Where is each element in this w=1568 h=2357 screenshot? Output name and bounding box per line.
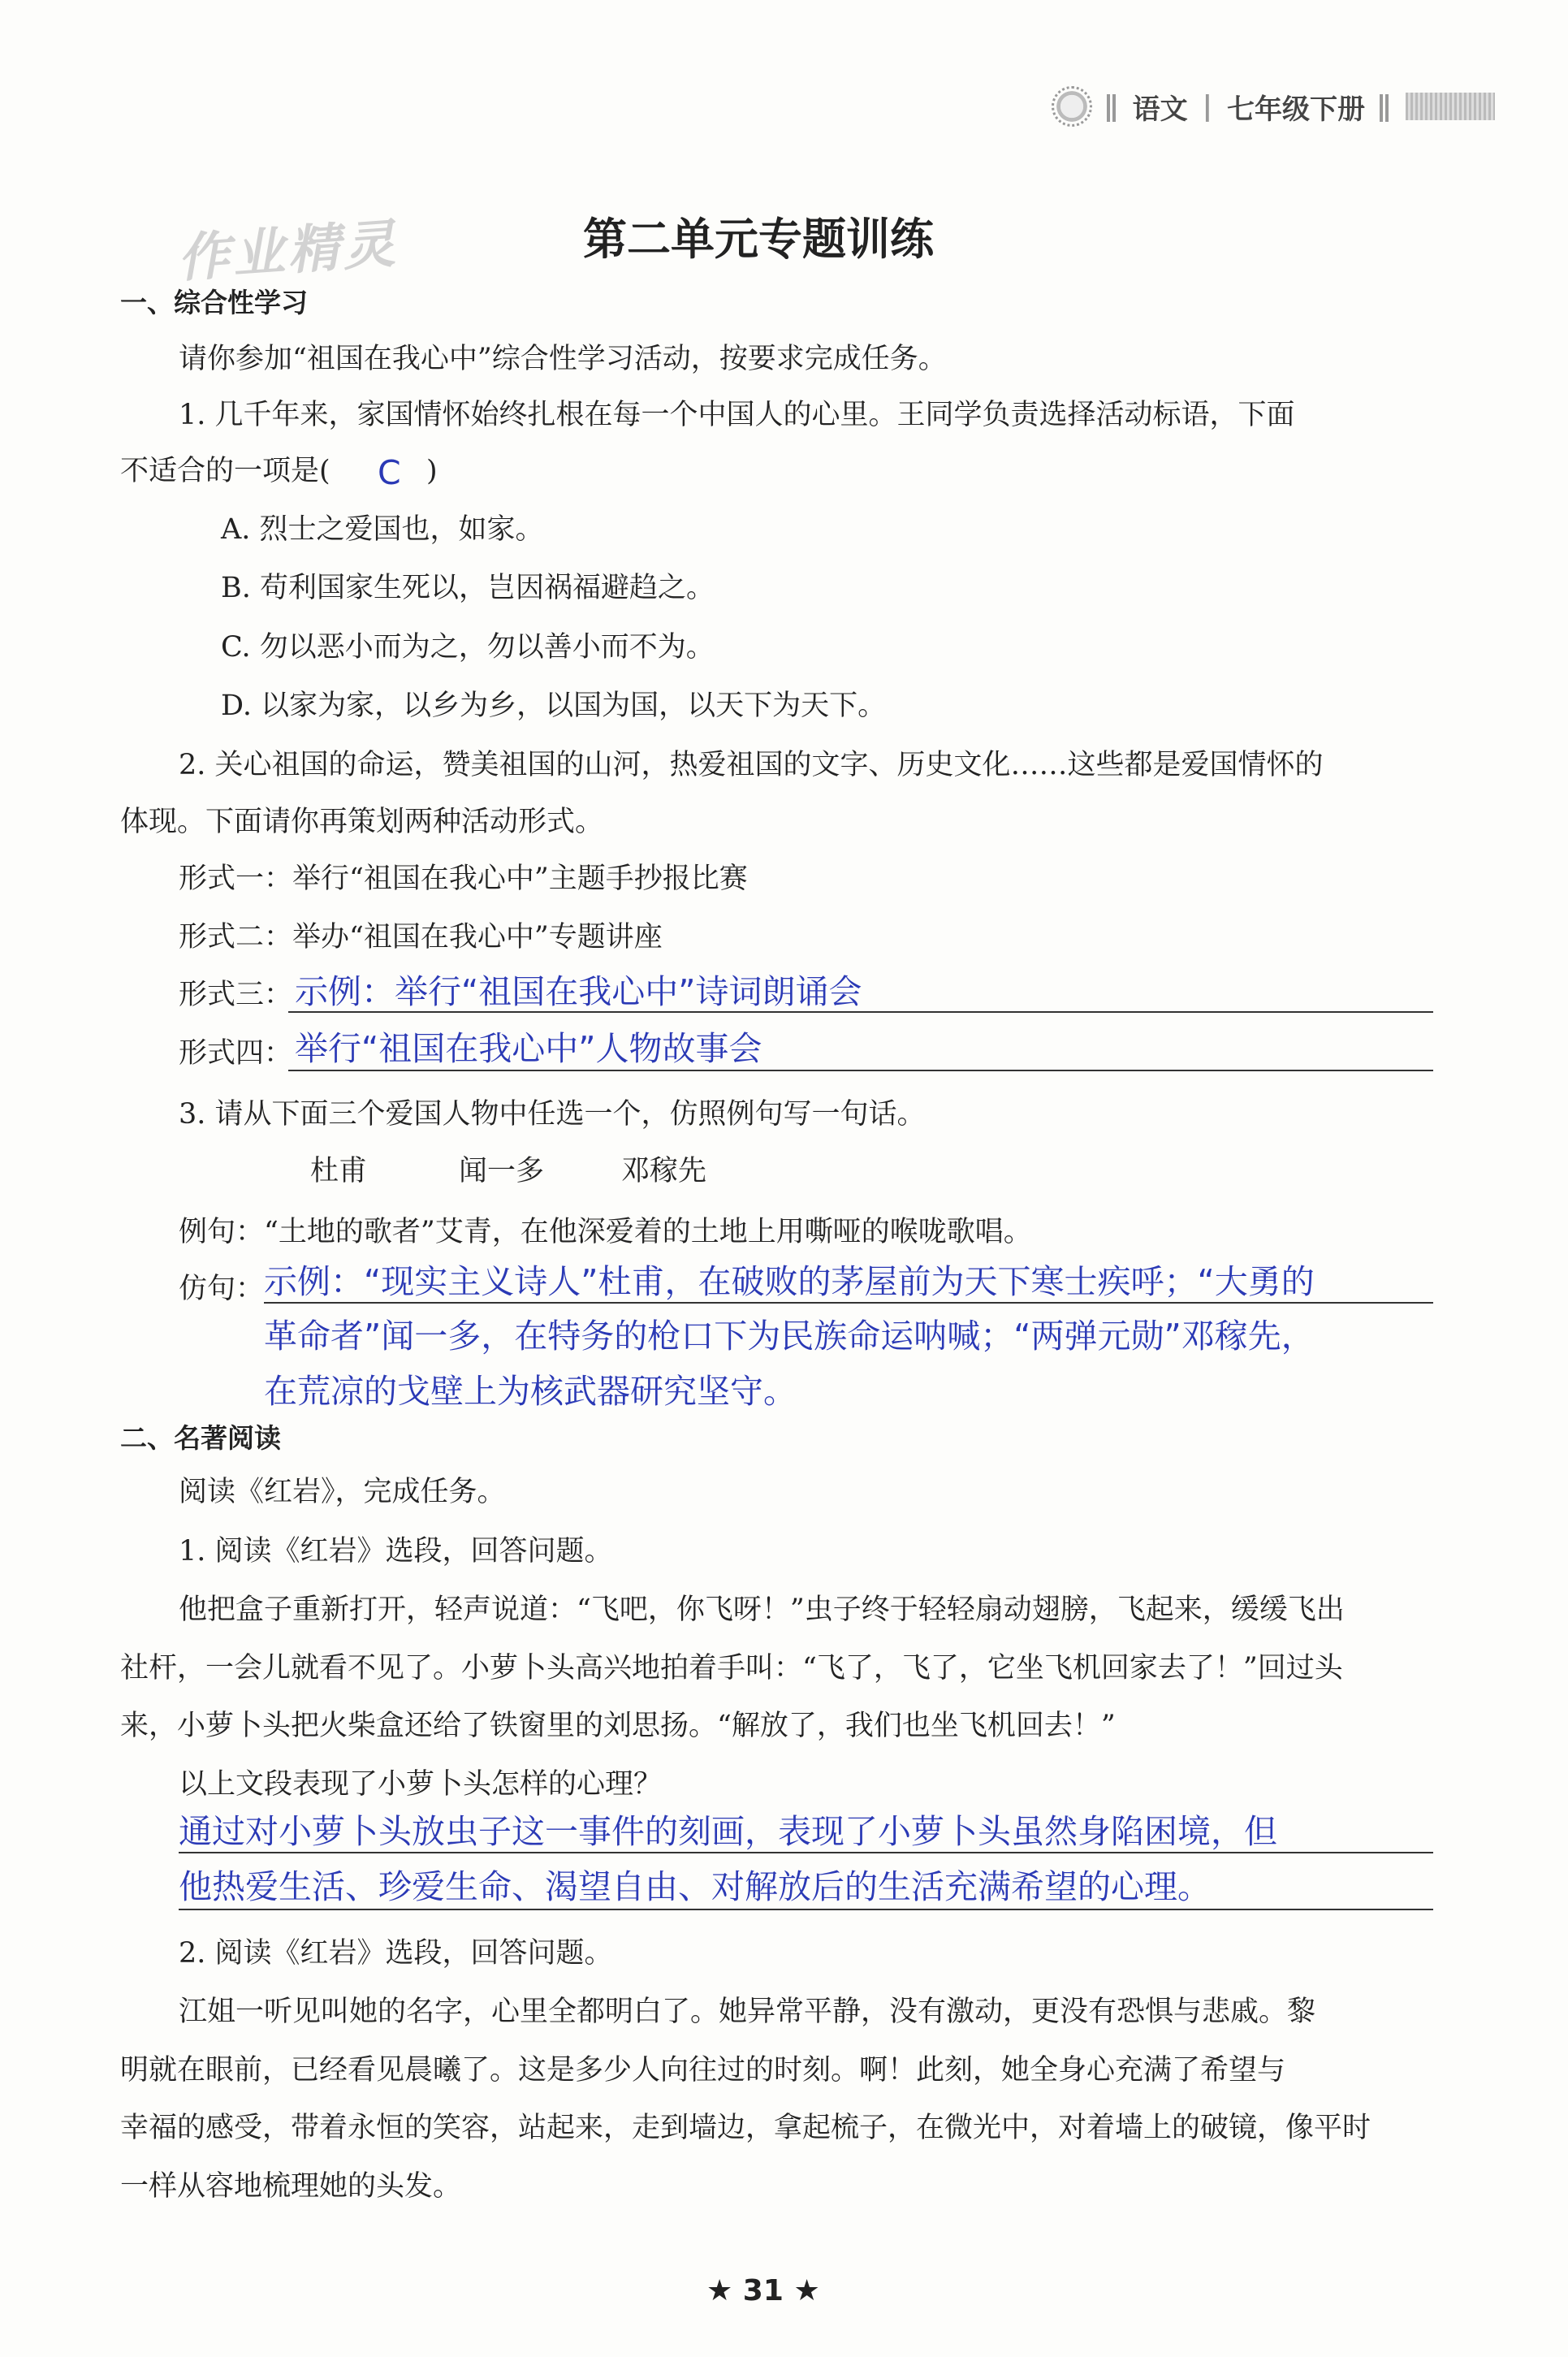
q1-close-paren: ) (426, 455, 438, 487)
q1-option-c: C. 勿以恶小而为之，勿以善小而不为。 (221, 631, 715, 664)
passage2-line3: 幸福的感受，带着永恒的笑容，站起来，走到墙边，拿起梳子，在微光中，对着墙上的破镜，像平时 (120, 2112, 1371, 2144)
section2-heading: 二、名著阅读 (120, 1422, 281, 1454)
imitate-answer-line3: 在荒凉的戈壁上为核武器研究坚守。 (264, 1372, 797, 1411)
section2-intro: 阅读《红岩》，完成任务。 (179, 1476, 506, 1508)
header-grade: 七年级下册 (1227, 93, 1365, 126)
form4-answer: 举行“祖国在我心中”人物故事会 (295, 1029, 762, 1068)
imitate-answer-line1: 示例：“现实主义诗人”杜甫，在破败的茅屋前为天下寒士疾呼；“大勇的 (264, 1262, 1315, 1301)
q1-option-d: D. 以家为家，以乡为乡，以国为国，以天下为天下。 (221, 690, 887, 722)
q2-line2: 体现。下面请你再策划两种活动形式。 (120, 806, 604, 838)
form3-underline (288, 1011, 1433, 1013)
divider-bars (1107, 90, 1118, 123)
form4-underline (288, 1070, 1433, 1071)
form3-label: 形式三： (179, 979, 293, 1011)
passage2-line1: 江姐一听见叫她的名字，心里全都明白了。她异常平静，没有激动，更没有恐惧与悲戚。黎 (179, 1996, 1316, 2028)
q1-option-a: A. 烈士之爱国也，如家。 (221, 513, 544, 546)
person-3: 邓稼先 (621, 1155, 707, 1187)
person-1: 杜甫 (310, 1155, 368, 1187)
example-sentence: 例句：“土地的歌者”艾青，在他深爱着的土地上用嘶哑的喉咙歌唱。 (179, 1216, 1032, 1248)
q1-line1: 1. 几千年来，家国情怀始终扎根在每一个中国人的心里。王同学负责选择活动标语，下面 (179, 399, 1295, 431)
s2-q1-answer-line2: 他热爱生活、珍爱生命、渴望自由、对解放后的生活充满希望的心理。 (179, 1867, 1211, 1906)
q2-line1: 2. 关心祖国的命运，赞美祖国的山河，热爱祖国的文字、历史文化……这些都是爱国情怀的 (179, 749, 1324, 781)
imitate-answer-line2: 革命者”闻一多，在特务的枪口下为民族命运呐喊；“两弹元勋”邓稼先， (264, 1317, 1315, 1356)
q1-answer: C (378, 453, 401, 492)
s2-q1-underline-1 (179, 1852, 1433, 1853)
header-subject: 语文 (1132, 93, 1188, 126)
page-header (1052, 88, 1495, 125)
imitate-label: 仿句： (179, 1273, 265, 1305)
s2-q1-question: 以上文段表现了小萝卜头怎样的心理？ (179, 1768, 663, 1801)
header-separator: | (1202, 90, 1212, 123)
section1-intro: 请你参加“祖国在我心中”综合性学习活动，按要求完成任务。 (179, 343, 947, 375)
s2-q1-answer-line1: 通过对小萝卜头放虫子这一事件的刻画，表现了小萝卜头虽然身陷困境，但 (179, 1812, 1277, 1851)
form1-text: 形式一：举行“祖国在我心中”主题手抄报比赛 (179, 863, 748, 895)
s2-q2-text: 2. 阅读《红岩》选段，回答问题。 (179, 1937, 613, 1970)
page-title: 第二单元专题训练 (583, 213, 934, 265)
imitate-underline-1 (264, 1302, 1433, 1304)
passage2-line2: 明就在眼前，已经看见晨曦了。这是多少人向往过的时刻。啊！此刻，她全身心充满了希望与 (120, 2054, 1286, 2087)
passage2-line4: 一样从容地梳理她的头发。 (120, 2170, 462, 2203)
form2-text: 形式二：举办“祖国在我心中”专题讲座 (179, 921, 663, 954)
passage1-line1: 他把盒子重新打开，轻声说道：“飞吧，你飞呀！”虫子终于轻轻扇动翅膀，飞起来，缓缓飞出 (179, 1594, 1345, 1626)
divider-bars-right (1380, 90, 1391, 123)
s2-q1-text: 1. 阅读《红岩》选段，回答问题。 (179, 1535, 613, 1568)
sun-logo-icon (1052, 86, 1092, 127)
form3-answer: 示例：举行“祖国在我心中”诗词朗诵会 (295, 972, 862, 1011)
q1-option-b: B. 苟利国家生死以，岂因祸福避趋之。 (221, 572, 715, 604)
page-number: ★ 31 ★ (706, 2274, 820, 2307)
header-decoration-strip (1406, 93, 1495, 120)
person-2: 闻一多 (459, 1155, 545, 1187)
passage1-line2: 社杆，一会儿就看不见了。小萝卜头高兴地拍着手叫：“飞了，飞了，它坐飞机回家去了！”回过头 (120, 1652, 1343, 1684)
form4-label: 形式四： (179, 1037, 293, 1070)
q1-line2: 不适合的一项是( (120, 455, 330, 487)
q3-text: 3. 请从下面三个爱国人物中任选一个，仿照例句写一句话。 (179, 1098, 926, 1131)
section1-heading: 一、综合性学习 (120, 287, 308, 318)
s2-q1-underline-2 (179, 1909, 1433, 1910)
watermark-text: 作业精灵 (175, 214, 400, 290)
passage1-line3: 来，小萝卜头把火柴盒还给了铁窗里的刘思扬。“解放了，我们也坐飞机回去！” (120, 1710, 1116, 1742)
